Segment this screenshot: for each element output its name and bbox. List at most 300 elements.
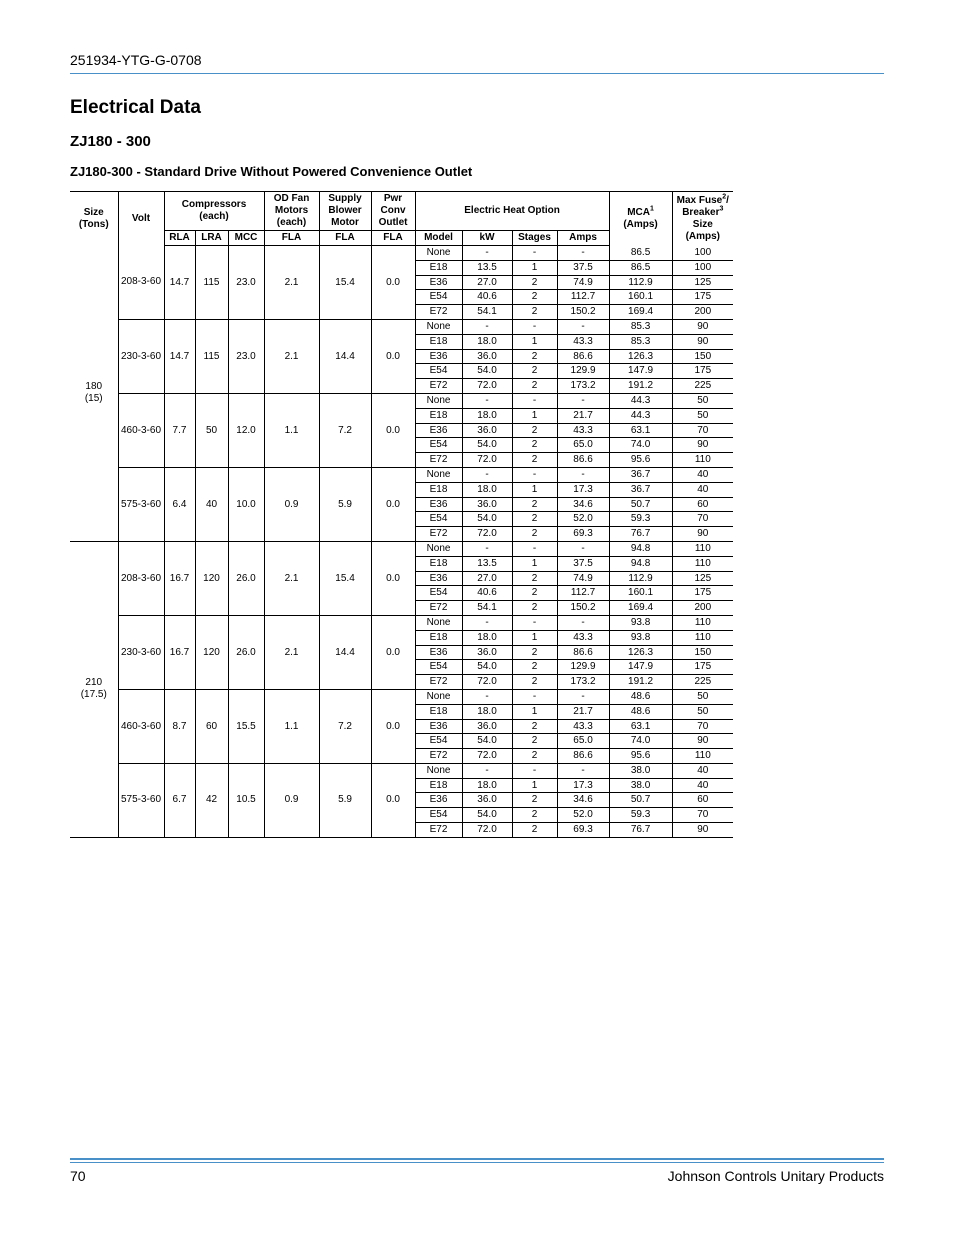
fuse-cell: 175 (672, 364, 733, 379)
table-body (70, 246, 733, 838)
size-cell: 180 (15) (70, 246, 118, 542)
heat-amps-cell: 21.7 (557, 704, 609, 719)
col-amps: Amps (557, 231, 609, 246)
mca-cell: 74.0 (609, 734, 672, 749)
heat-model-cell: E54 (415, 290, 462, 305)
heat-amps-cell: 173.2 (557, 379, 609, 394)
fuse-cell: 175 (672, 290, 733, 305)
heat-model-cell: E54 (415, 734, 462, 749)
mca-cell: 36.7 (609, 467, 672, 482)
od-fan-fla-cell: 1.1 (264, 393, 319, 467)
blower-fla-cell: 5.9 (319, 467, 371, 541)
mca-cell: 50.7 (609, 793, 672, 808)
heat-amps-cell: 74.9 (557, 571, 609, 586)
mca-cell: 95.6 (609, 453, 672, 468)
mca-cell: 93.8 (609, 615, 672, 630)
heat-stages-cell: 2 (512, 497, 557, 512)
od-fan-fla-cell: 1.1 (264, 689, 319, 763)
fuse-cell: 70 (672, 423, 733, 438)
heat-stages-cell: 2 (512, 423, 557, 438)
fuse-cell: 110 (672, 630, 733, 645)
fuse-cell: 90 (672, 334, 733, 349)
fuse-cell: 40 (672, 482, 733, 497)
volt-cell: 460-3-60 (118, 393, 164, 467)
document-id: 251934-YTG-G-0708 (70, 52, 202, 68)
fuse-cell: 90 (672, 319, 733, 334)
mca-cell: 50.7 (609, 497, 672, 512)
fuse-cell: 175 (672, 586, 733, 601)
mcc-cell: 23.0 (228, 246, 264, 320)
heat-kw-cell: 54.0 (462, 660, 512, 675)
heat-model-cell: None (415, 319, 462, 334)
od-fan-fla-cell: 0.9 (264, 763, 319, 837)
mca-cell: 94.8 (609, 541, 672, 556)
heat-kw-cell: 72.0 (462, 527, 512, 542)
fuse-cell: 110 (672, 615, 733, 630)
mca-cell: 63.1 (609, 423, 672, 438)
fuse-cell: 110 (672, 749, 733, 764)
heat-model-cell: E18 (415, 630, 462, 645)
heat-amps-cell: 43.3 (557, 334, 609, 349)
outlet-fla-cell: 0.0 (371, 393, 415, 467)
heat-stages-cell: 2 (512, 571, 557, 586)
heat-stages-cell: 2 (512, 364, 557, 379)
volt-cell: 230-3-60 (118, 319, 164, 393)
heat-kw-cell: 18.0 (462, 630, 512, 645)
heat-model-cell: E36 (415, 571, 462, 586)
header-rule (70, 73, 884, 74)
heat-kw-cell: - (462, 393, 512, 408)
heat-stages-cell: - (512, 763, 557, 778)
fuse-cell: 110 (672, 541, 733, 556)
heat-kw-cell: 54.1 (462, 601, 512, 616)
heat-model-cell: None (415, 393, 462, 408)
heat-kw-cell: 13.5 (462, 260, 512, 275)
fuse-cell: 175 (672, 660, 733, 675)
table-row (70, 467, 733, 482)
blower-fla-cell: 15.4 (319, 541, 371, 615)
heat-model-cell: None (415, 246, 462, 261)
heat-model-cell: E72 (415, 675, 462, 690)
heat-amps-cell: 150.2 (557, 305, 609, 320)
fuse-cell: 50 (672, 393, 733, 408)
heat-stages-cell: 2 (512, 586, 557, 601)
heat-kw-cell: 72.0 (462, 379, 512, 394)
heat-amps-cell: 86.6 (557, 349, 609, 364)
col-electric-heat: Electric Heat Option (415, 192, 609, 231)
mcc-cell: 26.0 (228, 541, 264, 615)
outlet-fla-cell: 0.0 (371, 689, 415, 763)
heat-amps-cell: 69.3 (557, 527, 609, 542)
heat-kw-cell: 40.6 (462, 586, 512, 601)
heat-stages-cell: 2 (512, 512, 557, 527)
heat-amps-cell: 112.7 (557, 586, 609, 601)
lra-cell: 120 (195, 615, 228, 689)
rla-cell: 7.7 (164, 393, 195, 467)
fuse-cell: 100 (672, 246, 733, 261)
outlet-fla-cell: 0.0 (371, 319, 415, 393)
heat-amps-cell: - (557, 246, 609, 261)
blower-fla-cell: 15.4 (319, 246, 371, 320)
heat-model-cell: E18 (415, 260, 462, 275)
col-mca: MCA$^1$ (Amps) (609, 192, 672, 246)
heat-kw-cell: - (462, 541, 512, 556)
lra-cell: 42 (195, 763, 228, 837)
heat-model-cell: None (415, 541, 462, 556)
col-rla: RLA (164, 231, 195, 246)
table-row (70, 541, 733, 556)
col-supply-blower: Supply Blower Motor (319, 192, 371, 231)
volt-cell: 230-3-60 (118, 615, 164, 689)
heat-amps-cell: 52.0 (557, 512, 609, 527)
blower-fla-cell: 7.2 (319, 689, 371, 763)
heat-model-cell: E36 (415, 275, 462, 290)
fuse-cell: 150 (672, 349, 733, 364)
mca-cell: 93.8 (609, 630, 672, 645)
fuse-cell: 50 (672, 689, 733, 704)
heat-model-cell: None (415, 467, 462, 482)
mca-cell: 36.7 (609, 482, 672, 497)
mca-cell: 86.5 (609, 260, 672, 275)
heat-stages-cell: 2 (512, 823, 557, 838)
heat-amps-cell: 112.7 (557, 290, 609, 305)
heat-stages-cell: 2 (512, 749, 557, 764)
table-row (70, 763, 733, 778)
fuse-cell: 125 (672, 571, 733, 586)
mca-cell: 112.9 (609, 571, 672, 586)
heat-stages-cell: - (512, 467, 557, 482)
fuse-cell: 70 (672, 719, 733, 734)
od-fan-fla-cell: 0.9 (264, 467, 319, 541)
heat-amps-cell: 86.6 (557, 453, 609, 468)
table-row (70, 319, 733, 334)
fuse-cell: 60 (672, 497, 733, 512)
fuse-cell: 110 (672, 453, 733, 468)
mca-cell: 59.3 (609, 512, 672, 527)
blower-fla-cell: 7.2 (319, 393, 371, 467)
mca-cell: 76.7 (609, 527, 672, 542)
mcc-cell: 23.0 (228, 319, 264, 393)
heat-amps-cell: 43.3 (557, 630, 609, 645)
heat-stages-cell: 2 (512, 349, 557, 364)
col-compressors: Compressors (each) (164, 192, 264, 231)
fuse-cell: 40 (672, 467, 733, 482)
mca-cell: 85.3 (609, 334, 672, 349)
mca-cell: 169.4 (609, 601, 672, 616)
heat-stages-cell: 1 (512, 704, 557, 719)
mcc-cell: 15.5 (228, 689, 264, 763)
mcc-cell: 26.0 (228, 615, 264, 689)
mca-cell: 44.3 (609, 408, 672, 423)
heat-stages-cell: 2 (512, 438, 557, 453)
fuse-cell: 100 (672, 260, 733, 275)
fuse-cell: 125 (672, 275, 733, 290)
mca-cell: 38.0 (609, 778, 672, 793)
col-fla-blower: FLA (319, 231, 371, 246)
section-subtitle: ZJ180 - 300 (70, 133, 151, 150)
rla-cell: 16.7 (164, 541, 195, 615)
heat-model-cell: E18 (415, 704, 462, 719)
heat-kw-cell: 36.0 (462, 497, 512, 512)
heat-amps-cell: 129.9 (557, 364, 609, 379)
rla-cell: 14.7 (164, 319, 195, 393)
table-row (70, 246, 733, 261)
heat-stages-cell: 2 (512, 793, 557, 808)
heat-model-cell: E72 (415, 749, 462, 764)
heat-stages-cell: 2 (512, 275, 557, 290)
col-size: Size (Tons) (70, 192, 118, 246)
fuse-cell: 90 (672, 734, 733, 749)
heat-kw-cell: 72.0 (462, 453, 512, 468)
heat-model-cell: E36 (415, 719, 462, 734)
heat-stages-cell: 1 (512, 408, 557, 423)
heat-model-cell: None (415, 615, 462, 630)
heat-amps-cell: 43.3 (557, 719, 609, 734)
mca-cell: 126.3 (609, 645, 672, 660)
mca-cell: 112.9 (609, 275, 672, 290)
heat-kw-cell: 18.0 (462, 704, 512, 719)
heat-amps-cell: 21.7 (557, 408, 609, 423)
heat-kw-cell: 54.0 (462, 364, 512, 379)
heat-stages-cell: 1 (512, 630, 557, 645)
heat-kw-cell: 18.0 (462, 334, 512, 349)
outlet-fla-cell: 0.0 (371, 467, 415, 541)
heat-kw-cell: 72.0 (462, 749, 512, 764)
heat-stages-cell: 2 (512, 305, 557, 320)
heat-amps-cell: 65.0 (557, 734, 609, 749)
heat-amps-cell: 86.6 (557, 645, 609, 660)
outlet-fla-cell: 0.0 (371, 246, 415, 320)
volt-cell: 208-3-60 (118, 246, 164, 320)
heat-kw-cell: 54.0 (462, 734, 512, 749)
mcc-cell: 12.0 (228, 393, 264, 467)
volt-cell: 208-3-60 (118, 541, 164, 615)
heat-kw-cell: - (462, 319, 512, 334)
heat-stages-cell: 2 (512, 719, 557, 734)
heat-model-cell: E18 (415, 778, 462, 793)
heat-amps-cell: - (557, 763, 609, 778)
heat-model-cell: E72 (415, 305, 462, 320)
heat-stages-cell: 2 (512, 379, 557, 394)
heat-amps-cell: 34.6 (557, 793, 609, 808)
mca-cell: 160.1 (609, 586, 672, 601)
heat-model-cell: E54 (415, 364, 462, 379)
heat-amps-cell: 34.6 (557, 497, 609, 512)
mca-cell: 44.3 (609, 393, 672, 408)
mcc-cell: 10.0 (228, 467, 264, 541)
col-fla-outlet: FLA (371, 231, 415, 246)
fuse-cell: 110 (672, 556, 733, 571)
heat-model-cell: E36 (415, 497, 462, 512)
rla-cell: 16.7 (164, 615, 195, 689)
heat-stages-cell: - (512, 319, 557, 334)
heat-stages-cell: - (512, 541, 557, 556)
heat-stages-cell: 2 (512, 808, 557, 823)
heat-kw-cell: - (462, 615, 512, 630)
footer-rule-thin (70, 1162, 884, 1163)
fuse-cell: 225 (672, 379, 733, 394)
heat-stages-cell: 2 (512, 290, 557, 305)
table-row (70, 615, 733, 630)
heat-kw-cell: 13.5 (462, 556, 512, 571)
heat-kw-cell: 36.0 (462, 719, 512, 734)
blower-fla-cell: 14.4 (319, 319, 371, 393)
heat-amps-cell: 74.9 (557, 275, 609, 290)
mca-cell: 191.2 (609, 675, 672, 690)
fuse-cell: 70 (672, 808, 733, 823)
mca-cell: 74.0 (609, 438, 672, 453)
od-fan-fla-cell: 2.1 (264, 319, 319, 393)
heat-model-cell: E54 (415, 438, 462, 453)
fuse-cell: 90 (672, 823, 733, 838)
mca-cell: 160.1 (609, 290, 672, 305)
heat-model-cell: E36 (415, 349, 462, 364)
heat-kw-cell: 54.0 (462, 438, 512, 453)
heat-stages-cell: 2 (512, 734, 557, 749)
heat-amps-cell: - (557, 319, 609, 334)
heat-model-cell: E18 (415, 408, 462, 423)
heat-kw-cell: - (462, 246, 512, 261)
heat-amps-cell: 69.3 (557, 823, 609, 838)
heat-model-cell: E54 (415, 586, 462, 601)
fuse-cell: 50 (672, 704, 733, 719)
heat-amps-cell: 129.9 (557, 660, 609, 675)
heat-stages-cell: 2 (512, 645, 557, 660)
table-row (70, 689, 733, 704)
heat-kw-cell: 18.0 (462, 408, 512, 423)
heat-model-cell: E36 (415, 645, 462, 660)
heat-kw-cell: 54.1 (462, 305, 512, 320)
heat-model-cell: None (415, 763, 462, 778)
heat-model-cell: E18 (415, 334, 462, 349)
mca-cell: 48.6 (609, 704, 672, 719)
header-row-main (70, 192, 733, 231)
heat-stages-cell: 1 (512, 334, 557, 349)
heat-amps-cell: 43.3 (557, 423, 609, 438)
heat-stages-cell: 2 (512, 527, 557, 542)
heat-amps-cell: 17.3 (557, 482, 609, 497)
heat-model-cell: E54 (415, 512, 462, 527)
blower-fla-cell: 14.4 (319, 615, 371, 689)
heat-amps-cell: - (557, 467, 609, 482)
fuse-cell: 225 (672, 675, 733, 690)
heat-amps-cell: - (557, 393, 609, 408)
heat-kw-cell: 27.0 (462, 571, 512, 586)
heat-kw-cell: 36.0 (462, 645, 512, 660)
heat-amps-cell: 17.3 (557, 778, 609, 793)
mca-cell: 191.2 (609, 379, 672, 394)
mcc-cell: 10.5 (228, 763, 264, 837)
od-fan-fla-cell: 2.1 (264, 541, 319, 615)
fuse-cell: 200 (672, 305, 733, 320)
mca-cell: 59.3 (609, 808, 672, 823)
heat-model-cell: E72 (415, 601, 462, 616)
lra-cell: 60 (195, 689, 228, 763)
col-fla-fan: FLA (264, 231, 319, 246)
heat-model-cell: E36 (415, 423, 462, 438)
heat-stages-cell: 1 (512, 778, 557, 793)
rla-cell: 14.7 (164, 246, 195, 320)
blower-fla-cell: 5.9 (319, 763, 371, 837)
mca-cell: 147.9 (609, 660, 672, 675)
mca-cell: 85.3 (609, 319, 672, 334)
heat-kw-cell: 18.0 (462, 482, 512, 497)
lra-cell: 120 (195, 541, 228, 615)
table-title: ZJ180-300 - Standard Drive Without Powered Convenience Outlet (70, 164, 473, 179)
heat-amps-cell: 65.0 (557, 438, 609, 453)
heat-kw-cell: 72.0 (462, 675, 512, 690)
fuse-cell: 90 (672, 438, 733, 453)
heat-stages-cell: 1 (512, 556, 557, 571)
heat-kw-cell: 54.0 (462, 808, 512, 823)
heat-kw-cell: - (462, 689, 512, 704)
volt-cell: 575-3-60 (118, 763, 164, 837)
heat-amps-cell: - (557, 689, 609, 704)
heat-amps-cell: 86.6 (557, 749, 609, 764)
heat-kw-cell: 36.0 (462, 423, 512, 438)
col-pwr-conv: Pwr Conv Outlet (371, 192, 415, 231)
heat-stages-cell: 2 (512, 675, 557, 690)
col-model: Model (415, 231, 462, 246)
heat-stages-cell: 2 (512, 660, 557, 675)
heat-model-cell: E72 (415, 379, 462, 394)
page-number: 70 (70, 1168, 86, 1184)
heat-kw-cell: 36.0 (462, 349, 512, 364)
outlet-fla-cell: 0.0 (371, 541, 415, 615)
volt-cell: 575-3-60 (118, 467, 164, 541)
fuse-cell: 200 (672, 601, 733, 616)
heat-model-cell: None (415, 689, 462, 704)
col-lra: LRA (195, 231, 228, 246)
mca-cell: 169.4 (609, 305, 672, 320)
heat-kw-cell: - (462, 467, 512, 482)
rla-cell: 6.4 (164, 467, 195, 541)
col-stages: Stages (512, 231, 557, 246)
rla-cell: 6.7 (164, 763, 195, 837)
rla-cell: 8.7 (164, 689, 195, 763)
heat-amps-cell: 37.5 (557, 556, 609, 571)
col-kw: kW (462, 231, 512, 246)
fuse-cell: 90 (672, 527, 733, 542)
fuse-cell: 60 (672, 793, 733, 808)
heat-amps-cell: 173.2 (557, 675, 609, 690)
mca-cell: 76.7 (609, 823, 672, 838)
mca-cell: 63.1 (609, 719, 672, 734)
volt-cell: 460-3-60 (118, 689, 164, 763)
electrical-data-table (70, 191, 733, 838)
heat-model-cell: E36 (415, 793, 462, 808)
heat-stages-cell: 1 (512, 482, 557, 497)
size-cell: 210 (17.5) (70, 541, 118, 837)
mca-cell: 94.8 (609, 556, 672, 571)
col-od-fan: OD Fan Motors (each) (264, 192, 319, 231)
heat-kw-cell: 54.0 (462, 512, 512, 527)
col-volt: Volt (118, 192, 164, 246)
lra-cell: 40 (195, 467, 228, 541)
heat-amps-cell: - (557, 541, 609, 556)
lra-cell: 50 (195, 393, 228, 467)
lra-cell: 115 (195, 319, 228, 393)
heat-stages-cell: 2 (512, 453, 557, 468)
heat-stages-cell: 2 (512, 601, 557, 616)
lra-cell: 115 (195, 246, 228, 320)
outlet-fla-cell: 0.0 (371, 615, 415, 689)
heat-model-cell: E72 (415, 527, 462, 542)
col-mcc: MCC (228, 231, 264, 246)
heat-amps-cell: 52.0 (557, 808, 609, 823)
fuse-cell: 70 (672, 512, 733, 527)
heat-model-cell: E54 (415, 660, 462, 675)
